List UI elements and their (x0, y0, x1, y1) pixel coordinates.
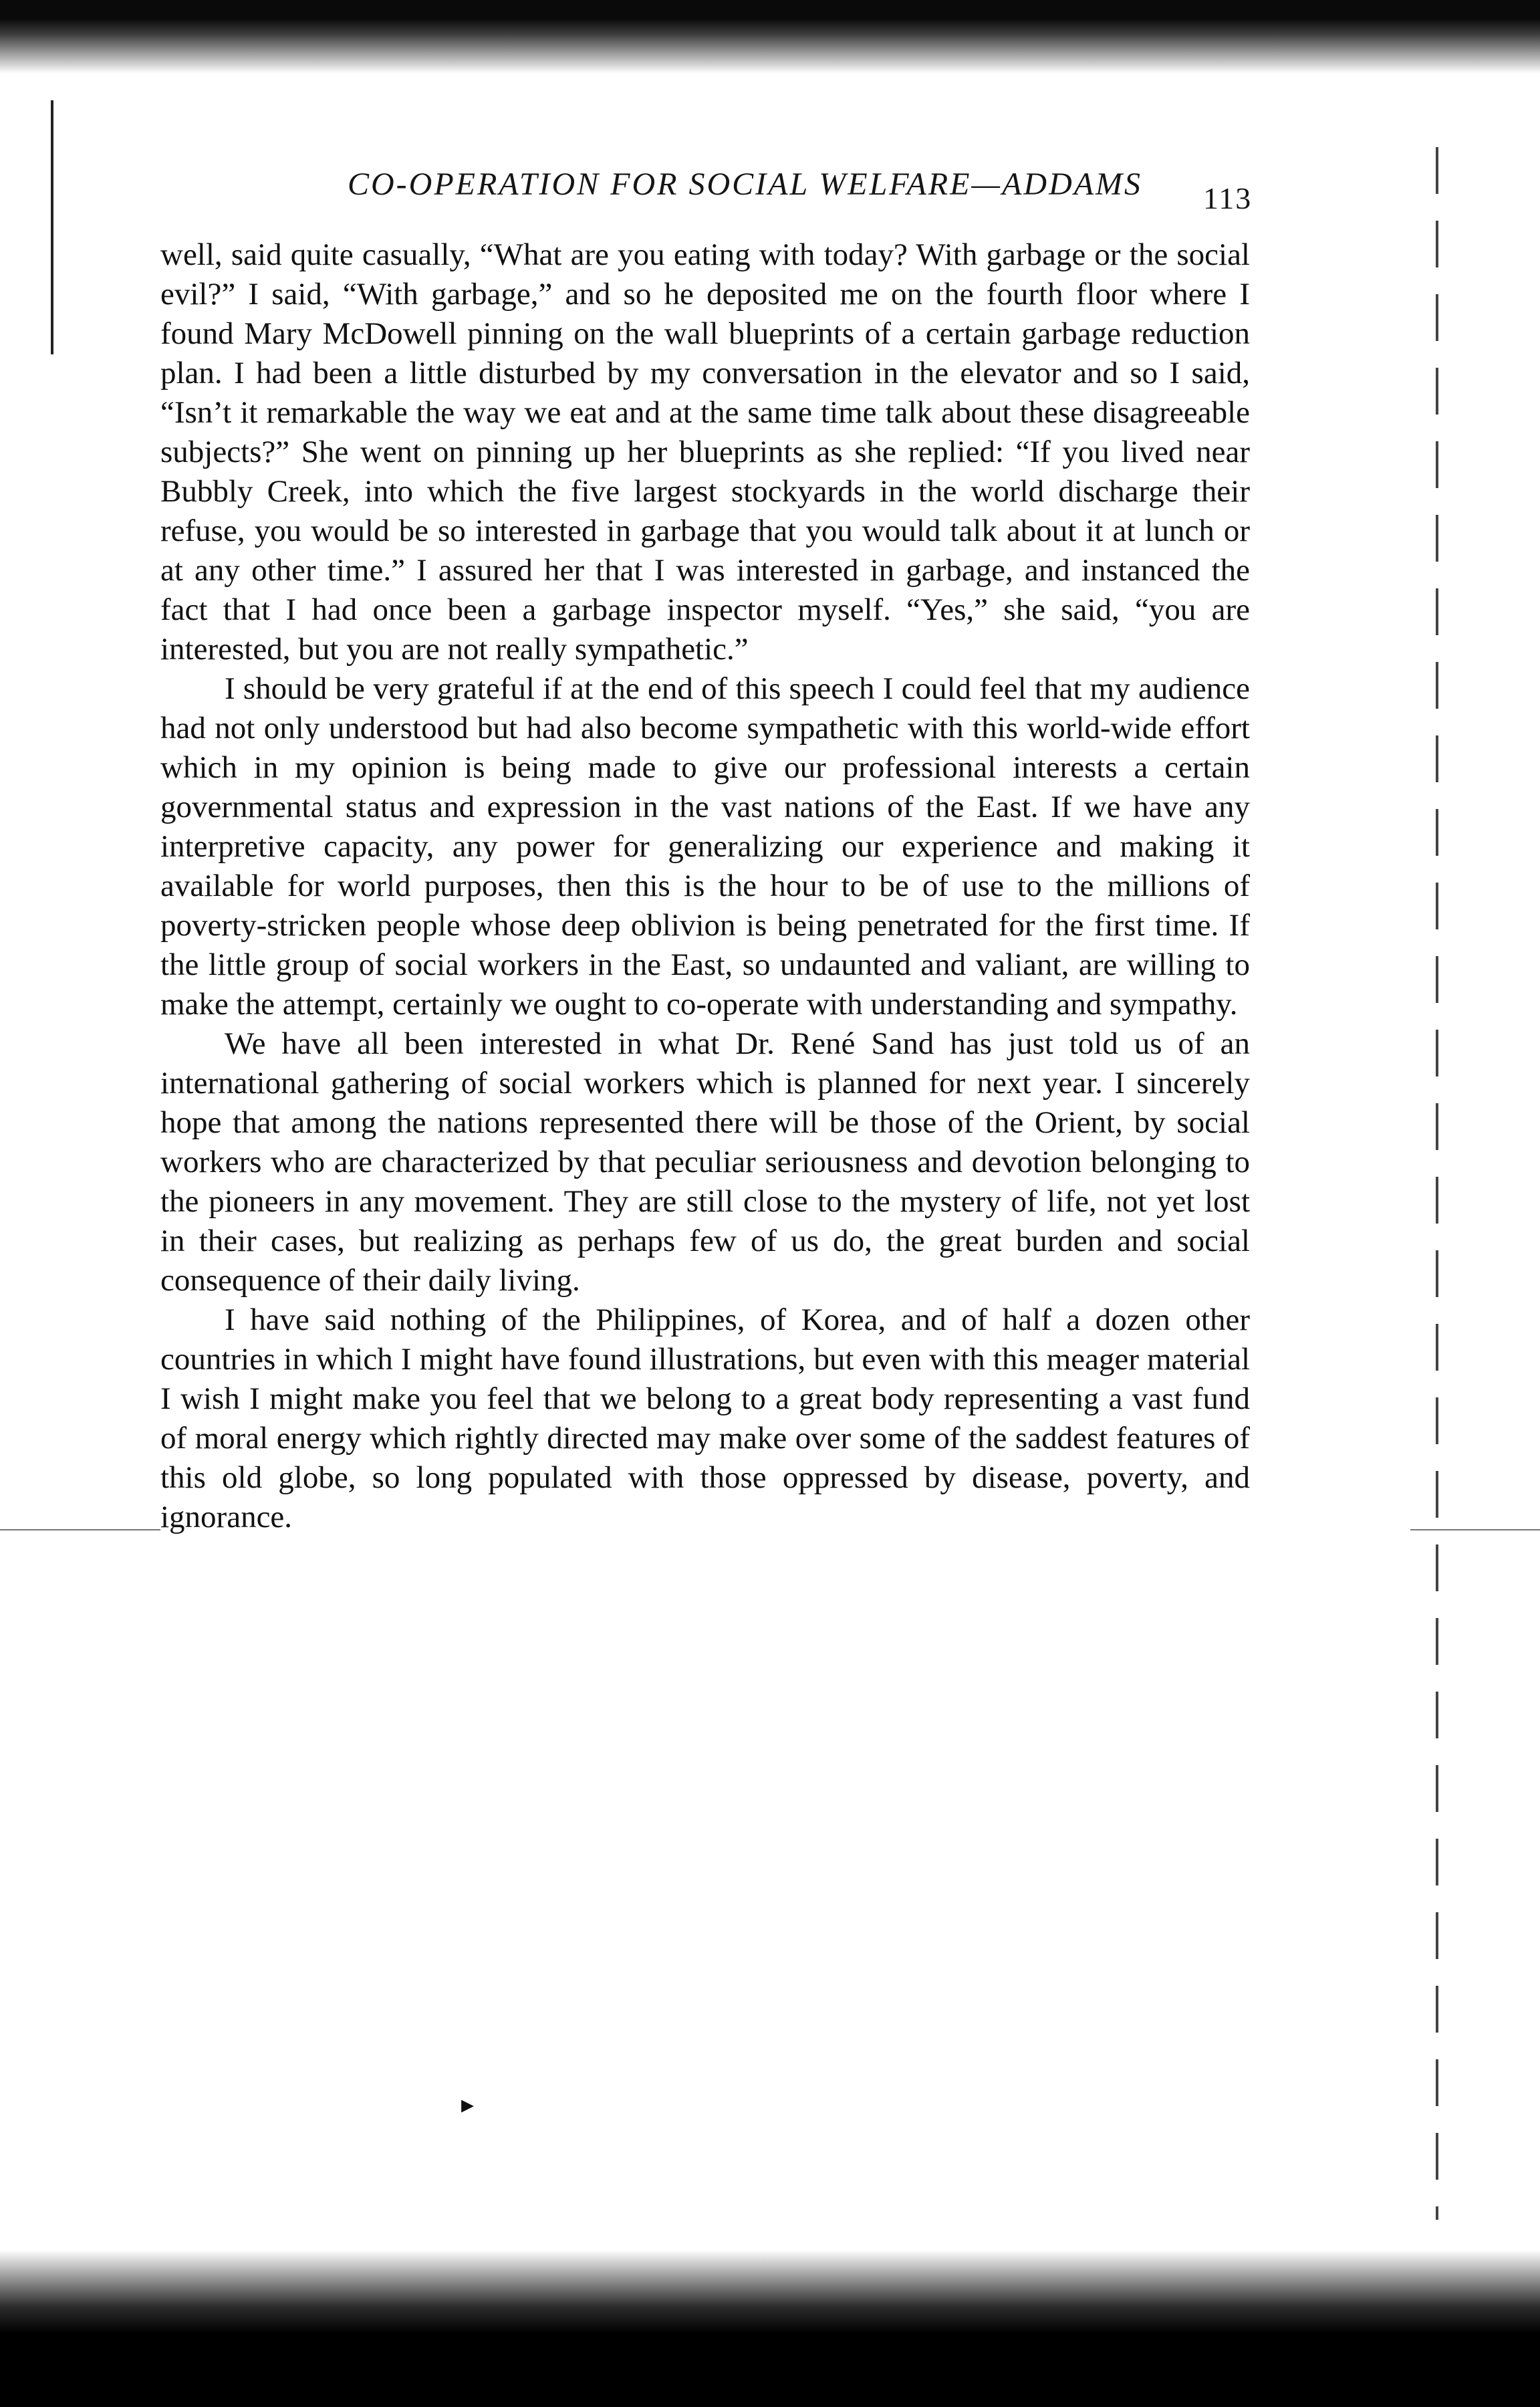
paragraph-1: well, said quite casually, “What are you eating with today? With garbage or the social evil?” I said, “With garbage,” and so he deposited me on the fourth floor where I found Mary McDowell pinning on the wall blueprints of a certain garbage reduction plan. I had been a little disturbed by my conversation in the elevator and so I said, “Isn’t it remarkable the way we eat and at the same time talk about these disagreeable subjects?” She went on pinning up her blueprints as she replied: “If you lived near Bubbly Creek, into which the five largest stockyards in the world discharge their refuse, you would be so interested in garbage that you would talk about it at lunch or at any other time.” I assured her that I was interested in garbage, and instanced the fact that I had once been a garbage inspector myself. “Yes,” she said, “you are interested, but you are not really sympathetic.” (160, 237, 1250, 667)
running-head: CO-OPERATION FOR SOCIAL WELFARE—ADDAMS (348, 166, 1143, 202)
paragraph-4: I have said nothing of the Philippines, of Korea, and of half a dozen other countries in which I might have found illustrations, but even with this meager material I wish I might make you feel that we belong to a great body representing a vast fund of moral energy which rightly directed may make over some of the saddest features of this old globe, so long populated with those oppressed by disease, poverty, and ignorance. (160, 1302, 1250, 1534)
page-number: 113 (1203, 181, 1253, 215)
scan-speck: ▸ (461, 2091, 475, 2119)
scan-right-margin-line (1436, 147, 1438, 2220)
body-text (160, 235, 1250, 1537)
scan-top-edge (0, 0, 1540, 80)
scan-margin-rule-left (0, 1529, 160, 1530)
scan-left-margin-line (51, 100, 53, 354)
scan-margin-rule-right (1410, 1529, 1540, 1530)
paragraph-2: I should be very grateful if at the end of this speech I could feel that my audience had not only understood but had also become sympathetic with this world-wide effort which in my opinion is being made to give our professional interests a certain governmental status and expression in the vast nations of the East. If we have any interpretive capacity, any power for generalizing our experience and making it available for world purposes, then this is the hour to be of use to the millions of poverty-stricken people whose deep oblivion is being penetrated for the first time. If the little group of social workers in the East, so undaunted and valiant, are willing to make the attempt, certainly we ought to co-operate with understanding and sympathy. (160, 671, 1250, 1022)
paragraph-3: We have all been interested in what Dr. René Sand has just told us of an international gathering of social workers which is planned for next year. I sincerely hope that among the nations represented there will be those of the Orient, by social workers who are characterized by that peculiar seriousness and devotion belonging to the pioneers in any movement. They are still close to the mystery of life, not yet lost in their cases, but realizing as perhaps few of us do, the great burden and social consequence of their daily living. (160, 1026, 1250, 1298)
scan-bottom-edge (0, 2247, 1540, 2407)
